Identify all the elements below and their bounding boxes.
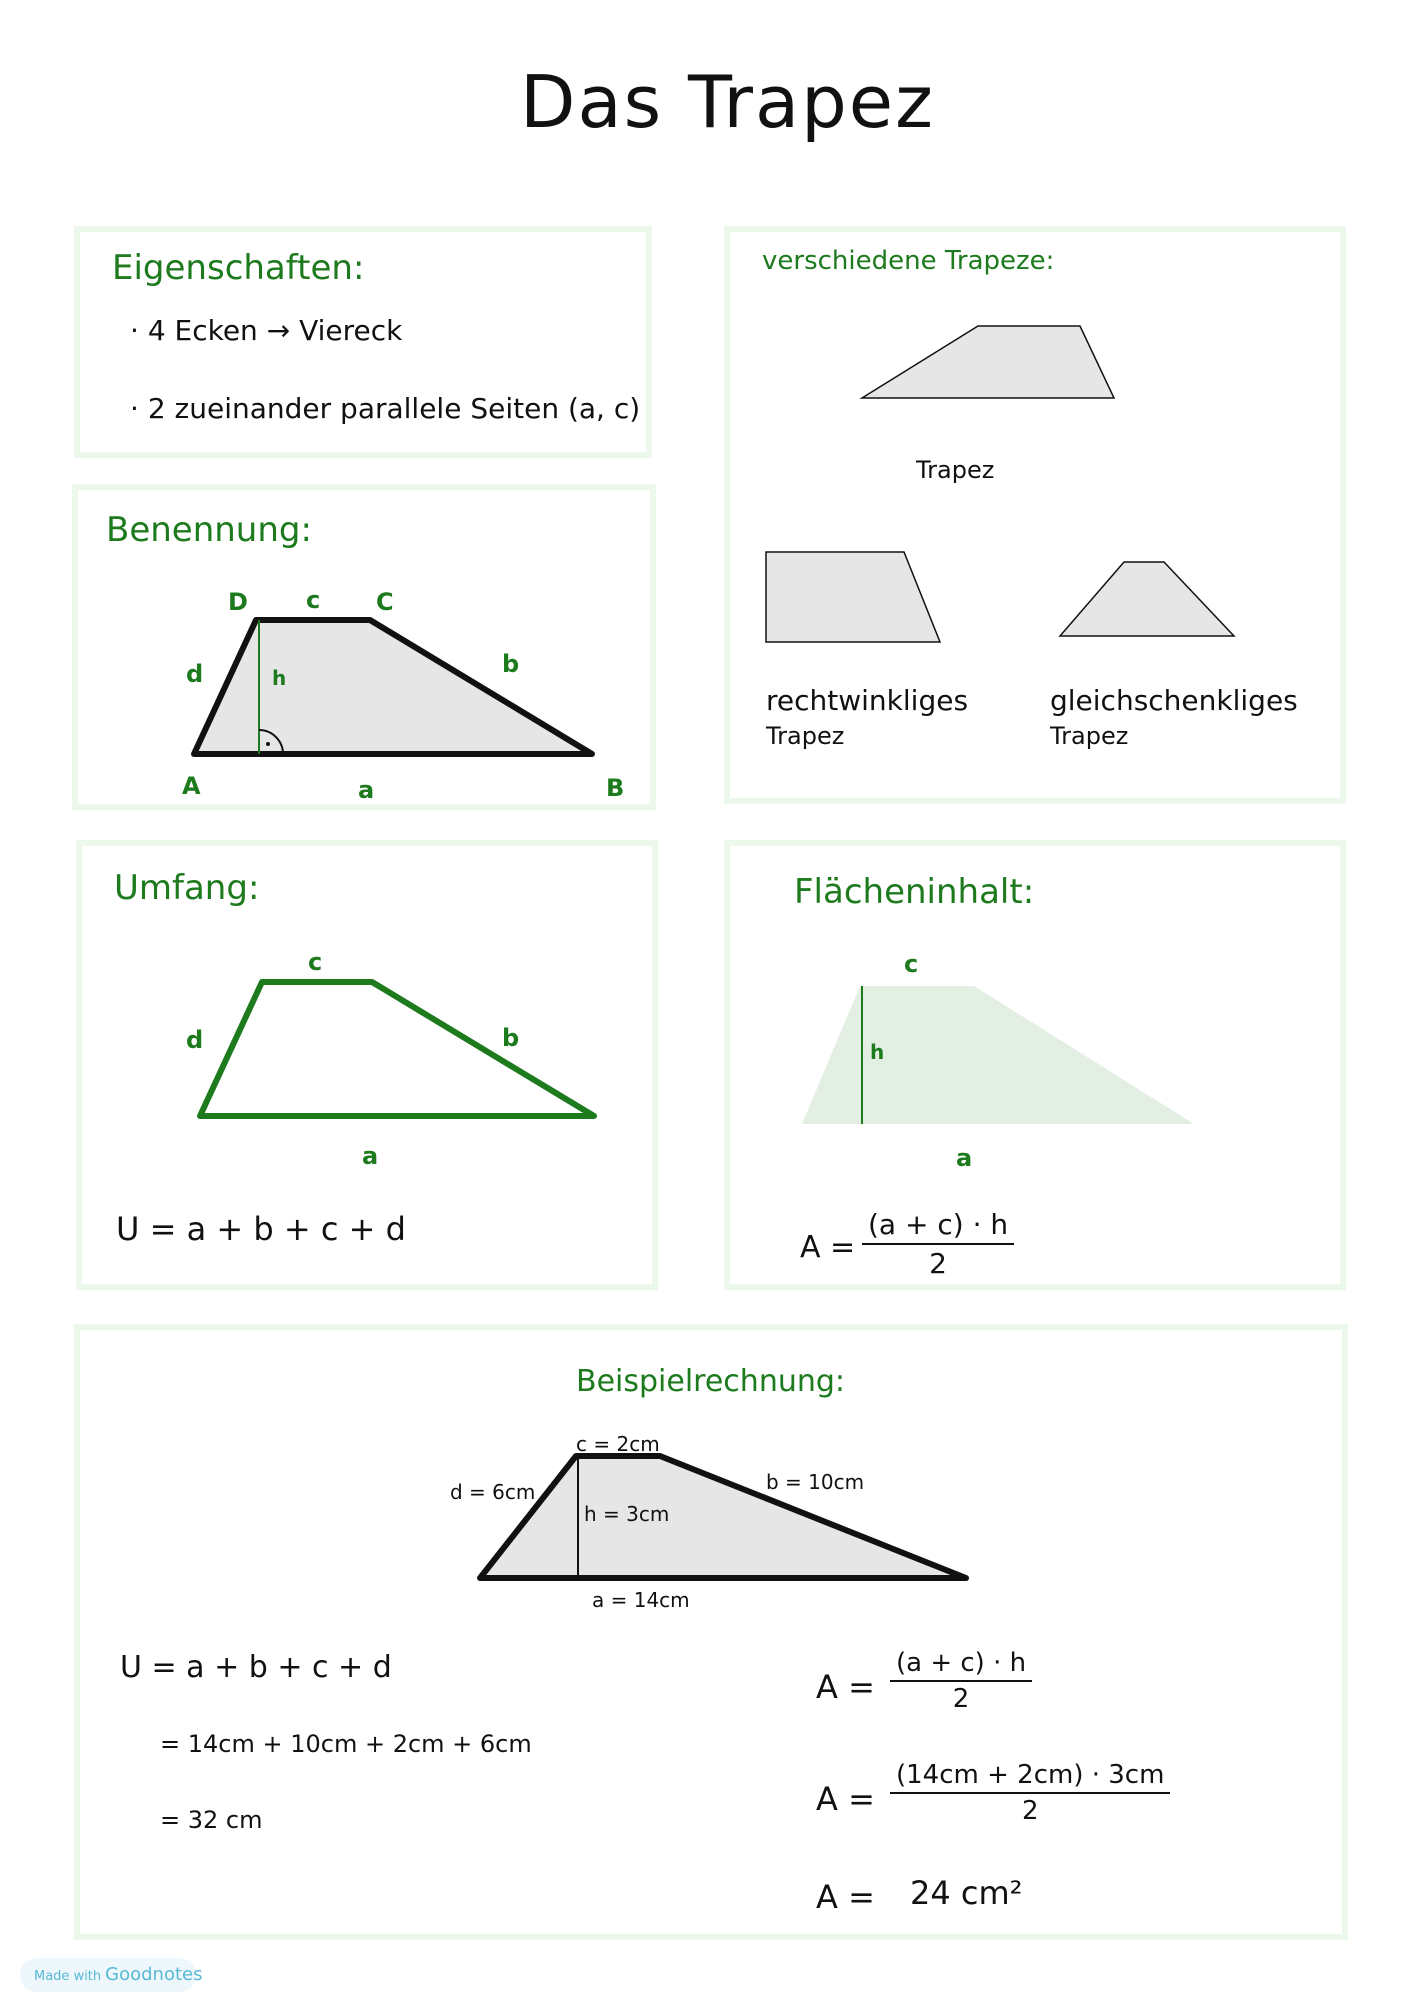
beispiel-label-c: c = 2cm [576, 1432, 660, 1456]
benennung-label-B: B [606, 774, 625, 802]
rechtwinkliges-label-2: Trapez [766, 722, 845, 750]
beispiel-heading: Beispielrechnung: [576, 1364, 846, 1399]
beispiel-a1-fraction [890, 1648, 1032, 1714]
beispiel-a2-lhs: A = [816, 1780, 875, 1818]
umfang-formula: U = a + b + c + d [116, 1210, 406, 1248]
flaeche-fraction [862, 1208, 1014, 1280]
flaeche-trapezoid [724, 840, 1346, 1290]
beispiel-box [74, 1324, 1348, 1940]
benennung-label-b: b [502, 650, 520, 678]
umfang-heading: Umfang: [114, 868, 260, 908]
eigenschaften-heading: Eigenschaften: [112, 248, 365, 288]
beispiel-a2-fraction [890, 1760, 1170, 1826]
beispiel-label-b: b = 10cm [766, 1470, 865, 1494]
benennung-trapezoid [72, 484, 656, 810]
made-with-goodnotes-badge [20, 1958, 203, 1992]
beispiel-label-h: h = 3cm [584, 1502, 670, 1526]
beispiel-a1-denominator: 2 [952, 1684, 970, 1714]
benennung-label-d: d [186, 660, 204, 688]
beispiel-a2-denominator: 2 [1021, 1796, 1039, 1826]
beispiel-a1-numerator: (a + c) · h [890, 1648, 1032, 1682]
verschiedene-box [724, 226, 1346, 804]
benennung-label-C: C [376, 588, 394, 616]
eigenschaften-item-2: · 2 zueinander parallele Seiten (a, c) [130, 392, 641, 425]
verschiedene-heading: verschiedene Trapeze: [762, 246, 1055, 276]
benennung-label-c: c [306, 586, 321, 614]
flaeche-label-a: a [956, 1144, 973, 1172]
benennung-label-a: a [358, 776, 375, 804]
flaeche-lhs: A = [800, 1230, 856, 1265]
umfang-label-d: d [186, 1026, 204, 1054]
benennung-box [72, 484, 656, 810]
flaeche-heading: Flächeninhalt: [794, 872, 1035, 912]
gleichschenkliges-label-2: Trapez [1050, 722, 1129, 750]
rechtwinkliges-label-1: rechtwinkliges [766, 684, 969, 717]
badge-brand: Goodnotes [105, 1964, 203, 1985]
eigenschaften-box [74, 226, 652, 458]
beispiel-u-line-2: = 14cm + 10cm + 2cm + 6cm [160, 1730, 532, 1758]
flaeche-box [724, 840, 1346, 1290]
trapez-shapes [724, 226, 1346, 804]
benennung-label-D: D [228, 588, 248, 616]
beispiel-a1-lhs: A = [816, 1668, 875, 1706]
benennung-label-A: A [182, 772, 201, 800]
umfang-label-b: b [502, 1024, 520, 1052]
beispiel-trapezoid [74, 1324, 1348, 1940]
flaeche-label-c: c [904, 950, 919, 978]
beispiel-label-d: d = 6cm [450, 1480, 536, 1504]
badge-prefix: Made with [34, 1969, 102, 1984]
page-title: Das Trapez [520, 60, 935, 144]
gleichschenkliges-label-1: gleichschenkliges [1050, 684, 1298, 717]
beispiel-u-line-3: = 32 cm [160, 1806, 263, 1834]
umfang-label-a: a [362, 1142, 379, 1170]
eigenschaften-item-1-text: 4 Ecken → Viereck [147, 314, 403, 347]
benennung-label-h: h [272, 666, 287, 690]
eigenschaften-item-1: · 4 Ecken → Viereck [130, 314, 403, 347]
flaeche-label-h: h [870, 1040, 885, 1064]
benennung-heading: Benennung: [106, 510, 312, 550]
trapez-label: Trapez [916, 456, 995, 484]
beispiel-u-line-1: U = a + b + c + d [120, 1650, 392, 1685]
umfang-box [76, 840, 658, 1290]
umfang-label-c: c [308, 948, 323, 976]
beispiel-a2-numerator: (14cm + 2cm) · 3cm [890, 1760, 1170, 1794]
beispiel-a3-value: 24 cm² [910, 1874, 1023, 1912]
flaeche-denominator: 2 [929, 1247, 947, 1280]
beispiel-label-a: a = 14cm [592, 1588, 690, 1612]
flaeche-numerator: (a + c) · h [862, 1208, 1014, 1245]
eigenschaften-item-2-text: 2 zueinander parallele Seiten (a, c) [147, 392, 641, 425]
beispiel-a3-lhs: A = [816, 1878, 875, 1916]
